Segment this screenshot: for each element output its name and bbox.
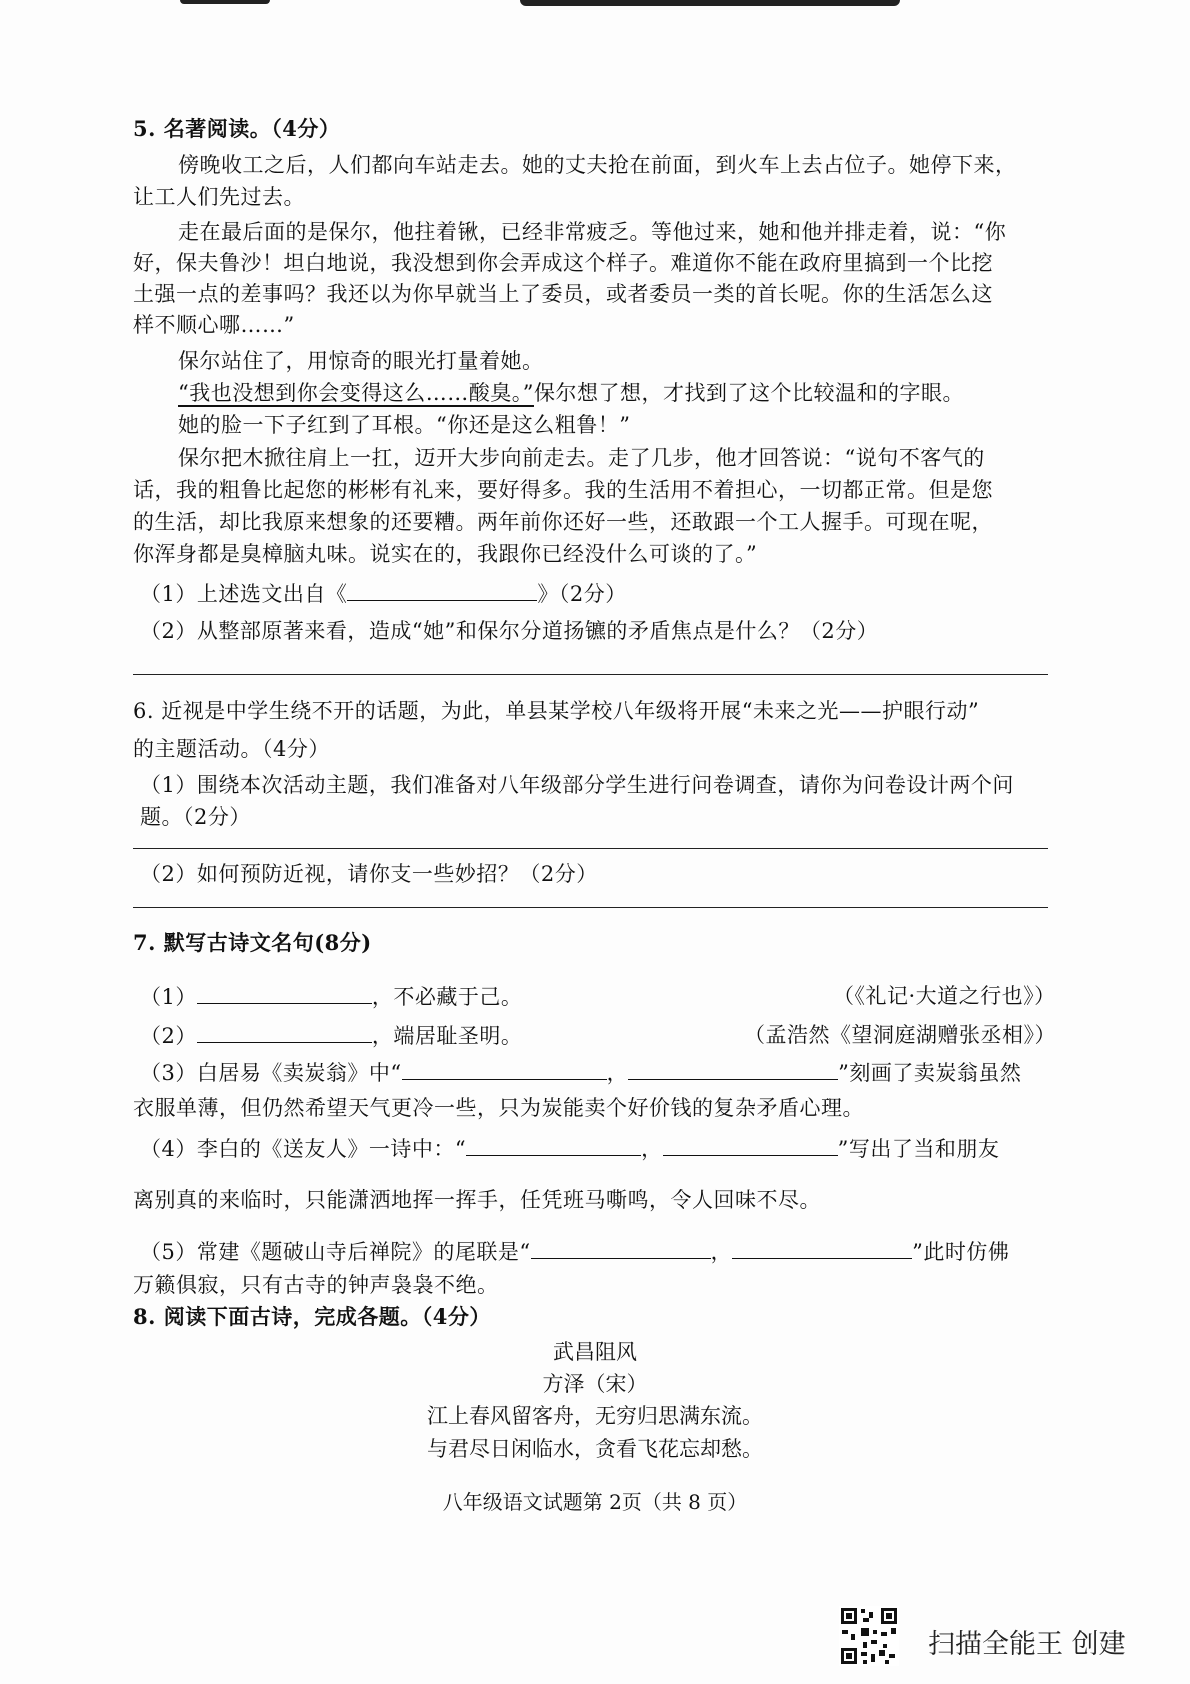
q5-passage-line: 保尔站住了，用惊奇的眼光打量着她。	[178, 349, 544, 373]
q7-item-4	[140, 1133, 999, 1164]
q5-passage-line: 的生活，却比我原来想象的还要糟。两年前你还好一些，还敢跟一个工人握手。可现在呢，	[133, 510, 993, 534]
q5-sub1-prefix: （1）上述选文出自《	[140, 582, 348, 606]
q5-sub2: （2）从整部原著来看，造成“她”和保尔分道扬镳的矛盾焦点是什么？（2分）	[140, 619, 879, 643]
answer-blank[interactable]	[466, 1133, 641, 1156]
q6-sub1-line: 题。（2分）	[140, 805, 251, 829]
q6-title-line: 6. 近视是中学生绕不开的话题，为此，单县某学校八年级将开展“未来之光——护眼行动”	[133, 699, 980, 723]
item-number: （1）	[140, 985, 197, 1009]
answer-blank[interactable]	[402, 1057, 607, 1080]
q8-title: 8. 阅读下面古诗，完成各题。（4分）	[133, 1304, 491, 1329]
qr-code-icon	[839, 1606, 899, 1666]
item-comma: ，	[606, 1061, 629, 1085]
q5-passage-line: 你浑身都是臭樟脑丸味。说实在的，我跟你已经没什么可谈的了。”	[133, 542, 758, 566]
poem-line: 与君尽日闲临水，贪看飞花忘却愁。	[427, 1437, 763, 1461]
answer-blank[interactable]	[531, 1236, 711, 1259]
q7-item-4-line2: 离别真的来临时，只能潇洒地挥一挥手，任凭班马嘶鸣，令人回味不尽。	[133, 1188, 821, 1212]
item-text: ”此时仿佛	[912, 1240, 1010, 1264]
q7-item-3-line2: 衣服单薄，但仍然希望天气更冷一些，只为炭能卖个好价钱的复杂矛盾心理。	[133, 1096, 864, 1120]
q5-title: 5. 名著阅读。（4分）	[133, 116, 341, 141]
answer-line-q6-2[interactable]	[133, 907, 1048, 908]
answer-line-q6-1[interactable]	[133, 848, 1048, 849]
q5-passage-line: 傍晚收工之后，人们都向车站走去。她的丈夫抢在前面，到火车上去占位子。她停下来，	[178, 153, 1017, 177]
answer-blank[interactable]	[197, 981, 372, 1004]
poem-line: 江上春风留客舟，无穷归思满东流。	[427, 1404, 763, 1428]
q7-item-2	[140, 1020, 522, 1051]
q7-title: 7. 默写古诗文名句(8分)	[133, 930, 372, 955]
answer-blank[interactable]	[732, 1236, 912, 1259]
answer-blank[interactable]	[197, 1020, 372, 1043]
q6-sub2: （2）如何预防近视，请你支一些妙招？（2分）	[140, 862, 598, 886]
q5-passage-line: 话，我的粗鲁比起您的彬彬有礼来，要好得多。我的生活用不着担心，一切都正常。但是您	[133, 478, 993, 502]
page-footer: 八年级语文试题第 2页（共 8 页）	[442, 1490, 748, 1514]
item-text: ，不必藏于己。	[371, 985, 523, 1009]
item-text: ”写出了当和朋友	[837, 1137, 1000, 1161]
q5-sub1-suffix: 》（2分）	[537, 582, 627, 606]
underlined-quote: “我也没想到你会变得这么……酸臭。”	[178, 381, 534, 405]
q5-passage-line: 走在最后面的是保尔，他拄着锹，已经非常疲乏。等他过来，她和他并排走着，说：“你	[178, 220, 1007, 244]
q7-item-1	[140, 981, 522, 1012]
qr-code-graphic	[839, 1606, 899, 1666]
q7-item-5-line2: 万籁俱寂，只有古寺的钟声袅袅不绝。	[133, 1273, 499, 1297]
q5-passage-line: 让工人们先过去。	[133, 185, 305, 209]
q5-passage-line	[178, 378, 964, 408]
item-text: （3）白居易《卖炭翁》中“	[140, 1061, 402, 1085]
q7-item-2-source: （孟浩然《望洞庭湖赠张丞相》）	[744, 1023, 1056, 1047]
answer-blank-book-title[interactable]	[347, 578, 537, 601]
item-text: ”刻画了卖炭翁虽然	[838, 1061, 1022, 1085]
q5-passage-line: 好，保夫鲁沙！坦白地说，我没想到你会弄成这个样子。难道你不能在政府里搞到一个比挖	[133, 251, 993, 275]
poem-title: 武昌阻风	[553, 1340, 637, 1364]
item-number: （2）	[140, 1024, 197, 1048]
item-comma: ，	[641, 1137, 663, 1161]
q5-passage-line: 土强一点的差事吗？我还以为你早就当上了委员，或者委员一类的首长呢。你的生活怎么这	[133, 282, 993, 306]
scanner-watermark: 扫描全能王 创建	[928, 1629, 1126, 1660]
q7-item-5	[140, 1236, 1009, 1267]
q6-sub1-line: （1）围绕本次活动主题，我们准备对八年级部分学生进行问卷调查，请你为问卷设计两个问	[140, 773, 1014, 797]
answer-blank[interactable]	[628, 1057, 838, 1080]
q6-title-line: 的主题活动。（4分）	[133, 737, 330, 761]
q7-item-3	[140, 1057, 1021, 1088]
q7-item-1-source: （《礼记·大道之行也》）	[833, 984, 1056, 1008]
item-text: （4）李白的《送友人》一诗中：“	[140, 1137, 467, 1161]
q5-sub1	[140, 578, 627, 609]
answer-blank[interactable]	[663, 1133, 838, 1156]
item-text: （5）常建《题破山寺后禅院》的尾联是“	[140, 1240, 531, 1264]
poem-author: 方泽（宋）	[542, 1372, 648, 1396]
answer-line-q5[interactable]	[133, 674, 1048, 675]
item-text: ，端居耻圣明。	[371, 1024, 523, 1048]
item-comma: ，	[710, 1240, 733, 1264]
q5-passage-line: 保尔把木掀往肩上一扛，迈开大步向前走去。走了几步，他才回答说：“说句不客气的	[178, 446, 985, 470]
quote-rest: 保尔想了想，才找到了这个比较温和的字眼。	[533, 381, 964, 405]
q5-passage-line: 她的脸一下子红到了耳根。“你还是这么粗鲁！”	[178, 413, 631, 437]
q5-passage-line: 样不顺心哪……”	[133, 313, 295, 337]
